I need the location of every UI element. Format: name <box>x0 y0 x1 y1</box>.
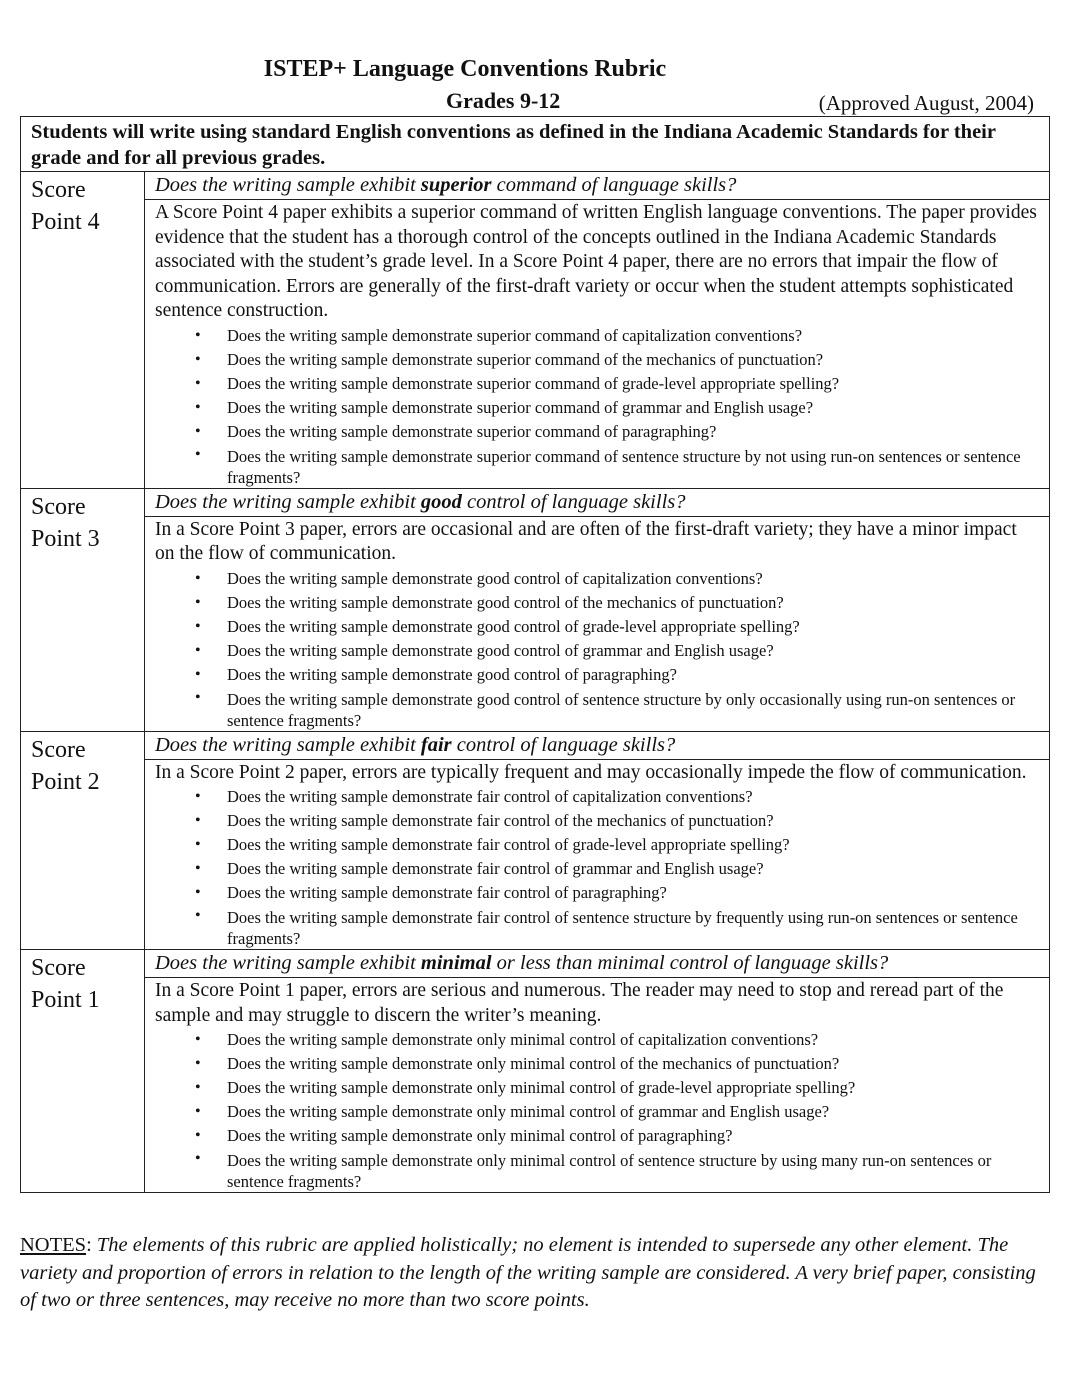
criteria-text: Does the writing sample demonstrate only minimal control of the mechanics of punctuation? <box>227 1054 840 1073</box>
criteria-item <box>155 833 1039 857</box>
score-point-body <box>145 978 1050 1193</box>
grades-label: Grades 9-12 <box>446 88 561 113</box>
bullet-icon: • <box>195 422 201 440</box>
bullet-icon: • <box>195 641 201 659</box>
criteria-item <box>155 663 1039 687</box>
question-text-end: or less than minimal control of language skills? <box>491 952 889 974</box>
criteria-item <box>155 615 1039 639</box>
criteria-text: Does the writing sample demonstrate good control of grammar and English usage? <box>227 640 774 660</box>
criteria-item <box>155 420 1039 444</box>
criteria-text: Does the writing sample demonstrate fair control of grade-level appropriate spelling? <box>227 835 790 854</box>
score-point-label: Score Point 2 <box>21 731 145 950</box>
question-text-end: command of language skills? <box>491 174 737 196</box>
question-emphasis: superior <box>420 174 492 196</box>
question-text-end: control of language skills? <box>451 733 676 756</box>
approved-date: (Approved August, 2004) <box>818 91 1034 115</box>
bullet-icon: • <box>195 1055 201 1072</box>
bullet-icon: • <box>195 326 201 344</box>
bullet-icon: • <box>195 1031 201 1048</box>
criteria-item <box>155 1052 1039 1076</box>
score-point-body-row <box>21 978 1050 1193</box>
bullet-icon: • <box>195 374 201 392</box>
criteria-text: Does the writing sample demonstrate only minimal control of capitalization conventions? <box>227 1030 819 1049</box>
subtitle-row <box>0 86 1034 116</box>
criteria-item <box>155 372 1039 396</box>
notes-paragraph <box>20 1232 1050 1315</box>
bullet-icon: • <box>195 1150 201 1167</box>
criteria-text: Does the writing sample demonstrate only minimal control of paragraphing? <box>227 1126 733 1145</box>
criteria-item <box>155 1100 1039 1124</box>
bullet-icon: • <box>195 350 201 368</box>
criteria-text: Does the writing sample demonstrate superior command of paragraphing? <box>227 421 717 441</box>
criteria-item <box>155 809 1039 833</box>
bullet-icon: • <box>195 1079 201 1096</box>
criteria-item <box>155 785 1039 809</box>
criteria-item <box>155 324 1039 348</box>
bullet-icon: • <box>195 860 201 877</box>
bullet-icon: • <box>195 445 201 463</box>
criteria-item <box>155 881 1039 905</box>
question-text-start: Does the writing sample exhibit <box>155 952 421 974</box>
question-emphasis: minimal <box>420 952 492 974</box>
bullet-icon: • <box>195 1103 201 1120</box>
score-point-body-row <box>21 516 1050 731</box>
document-title: ISTEP+ Language Conventions Rubric <box>263 56 667 82</box>
intro-row <box>21 117 1050 172</box>
score-point-question <box>145 950 1050 978</box>
criteria-item <box>155 396 1039 420</box>
criteria-item <box>155 591 1039 615</box>
question-text-start: Does the writing sample exhibit <box>155 490 421 513</box>
criteria-item <box>155 1124 1039 1148</box>
score-point-question <box>145 488 1050 516</box>
score-point-body-row <box>21 759 1050 950</box>
score-point-body <box>145 200 1050 489</box>
criteria-text: Does the writing sample demonstrate fair control of capitalization conventions? <box>227 787 753 806</box>
score-point-body <box>145 759 1050 950</box>
criteria-item <box>155 1148 1039 1192</box>
bullet-icon: • <box>195 836 201 853</box>
notes-text: The elements of this rubric are applied holistically; no element is intended to supersede any other element. The variety and proportion of errors in relation to the length of the writing sample are considered. A very brief paper, consisting of two or three sentences, may receive no more than two score points. <box>20 1234 1036 1311</box>
score-point-description: A Score Point 4 paper exhibits a superior command of written English language conventions. The paper provides evidence that the student has a thorough control of the concepts outlined in the Indiana Academic Standards associated with the student’s grade level. In a Score Point 4 paper, there are no errors that impair the flow of communication. Errors are generally of the first-draft variety or occur when the student attempts sophisticated sentence construction. <box>155 202 1037 321</box>
question-text-end: control of language skills? <box>461 490 686 513</box>
score-point-body-row <box>21 200 1050 489</box>
score-point-label: Score Point 1 <box>21 950 145 1193</box>
score-point-label: Score Point 4 <box>21 172 145 489</box>
criteria-text: Does the writing sample demonstrate good control of sentence structure by only occasionally using run-on sentences or sentence fragments? <box>227 689 1016 730</box>
criteria-item <box>155 857 1039 881</box>
criteria-text: Does the writing sample demonstrate only minimal control of grade-level appropriate spelling? <box>227 1078 856 1097</box>
bullet-icon: • <box>195 688 201 706</box>
score-point-question-row <box>21 950 1050 978</box>
criteria-list <box>155 785 1039 949</box>
criteria-text: Does the writing sample demonstrate superior command of sentence structure by not using run-on sentences or sentence fragments? <box>227 446 1021 487</box>
bullet-icon: • <box>195 907 201 924</box>
bullet-icon: • <box>195 617 201 635</box>
score-point-description: In a Score Point 1 paper, errors are serious and numerous. The reader may need to stop and reread part of the sample and may struggle to discern the writer’s meaning. <box>155 980 1004 1026</box>
score-point-question-row <box>21 731 1050 759</box>
bullet-icon: • <box>195 812 201 829</box>
criteria-item <box>155 1076 1039 1100</box>
criteria-item <box>155 444 1039 488</box>
score-point-description: In a Score Point 2 paper, errors are typically frequent and may occasionally impede the flow of communication. <box>155 761 1027 783</box>
criteria-text: Does the writing sample demonstrate good control of capitalization conventions? <box>227 568 763 588</box>
criteria-item <box>155 567 1039 591</box>
criteria-text: Does the writing sample demonstrate only minimal control of sentence structure by using many run-on sentences or sentence fragments? <box>227 1151 992 1191</box>
bullet-icon: • <box>195 593 201 611</box>
criteria-text: Does the writing sample demonstrate good control of the mechanics of punctuation? <box>227 592 784 612</box>
question-text-start: Does the writing sample exhibit <box>155 733 421 756</box>
score-point-question-row <box>21 172 1050 200</box>
criteria-text: Does the writing sample demonstrate superior command of capitalization conventions? <box>227 325 803 345</box>
criteria-text: Does the writing sample demonstrate only minimal control of grammar and English usage? <box>227 1102 830 1121</box>
criteria-text: Does the writing sample demonstrate superior command of grammar and English usage? <box>227 397 814 417</box>
score-point-description: In a Score Point 3 paper, errors are occasional and are often of the first-draft variety; they have a minor impact on the flow of communication. <box>155 518 1017 564</box>
criteria-item <box>155 905 1039 949</box>
criteria-text: Does the writing sample demonstrate superior command of the mechanics of punctuation? <box>227 349 824 369</box>
question-emphasis: fair <box>420 733 452 756</box>
criteria-item <box>155 348 1039 372</box>
criteria-text: Does the writing sample demonstrate superior command of grade-level appropriate spelling? <box>227 373 840 393</box>
score-point-body <box>145 516 1050 731</box>
rubric-table <box>20 116 1050 1193</box>
criteria-list <box>155 1028 1039 1192</box>
criteria-text: Does the writing sample demonstrate good control of paragraphing? <box>227 664 677 684</box>
question-emphasis: good <box>420 490 462 513</box>
score-point-question-row <box>21 488 1050 516</box>
bullet-icon: • <box>195 884 201 901</box>
criteria-list <box>155 324 1039 488</box>
criteria-text: Does the writing sample demonstrate fair control of sentence structure by frequently using run-on sentences or sentence fragments? <box>227 908 1018 948</box>
bullet-icon: • <box>195 1127 201 1144</box>
bullet-icon: • <box>195 665 201 683</box>
intro-text: Students will write using standard English conventions as defined in the Indiana Academic Standards for their grade and for all previous grades. <box>21 117 1050 172</box>
criteria-text: Does the writing sample demonstrate good control of grade-level appropriate spelling? <box>227 616 800 636</box>
bullet-icon: • <box>195 569 201 587</box>
bullet-icon: • <box>195 398 201 416</box>
bullet-icon: • <box>195 788 201 805</box>
criteria-text: Does the writing sample demonstrate fair control of grammar and English usage? <box>227 859 764 878</box>
criteria-item <box>155 1028 1039 1052</box>
question-text-start: Does the writing sample exhibit <box>155 174 421 196</box>
criteria-item <box>155 639 1039 663</box>
criteria-text: Does the writing sample demonstrate fair control of the mechanics of punctuation? <box>227 811 774 830</box>
criteria-list <box>155 567 1039 731</box>
notes-colon: : <box>86 1234 92 1256</box>
notes-label: NOTES <box>20 1234 87 1256</box>
criteria-text: Does the writing sample demonstrate fair control of paragraphing? <box>227 883 667 902</box>
score-point-label: Score Point 3 <box>21 488 145 731</box>
score-point-question <box>145 731 1050 759</box>
score-point-question <box>145 172 1050 200</box>
criteria-item <box>155 687 1039 731</box>
